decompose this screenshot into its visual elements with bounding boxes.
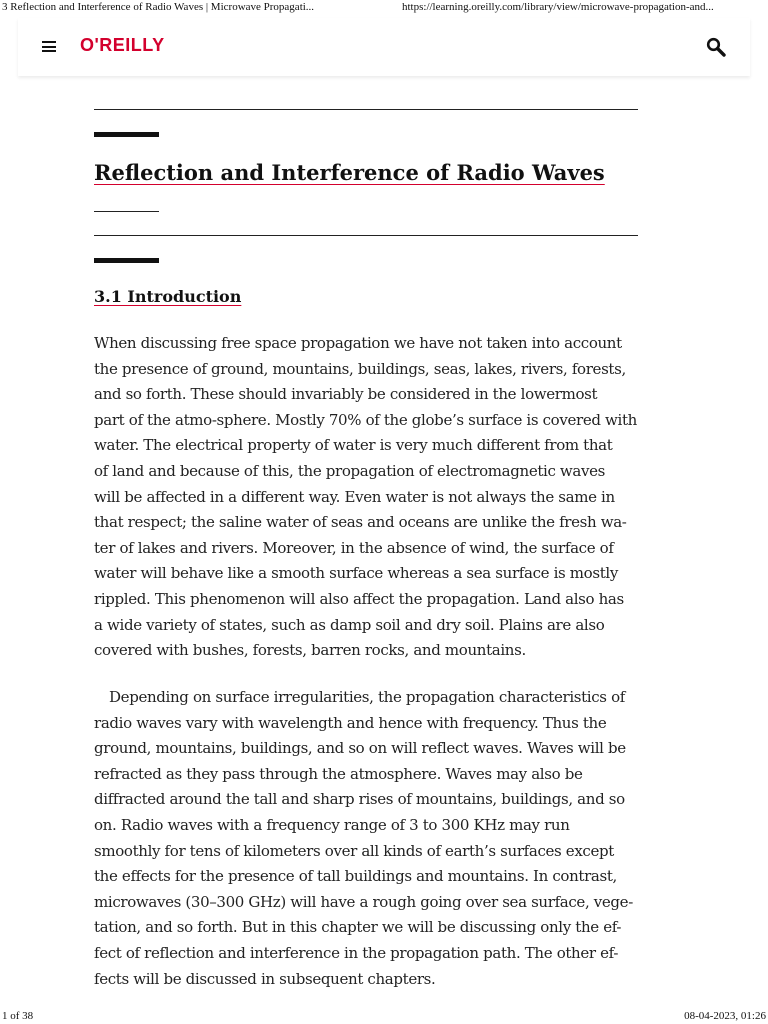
text-line: and so forth. These should invariably be considered in the lowermost [94, 385, 598, 404]
text-line: fects will be discussed in subsequent chapters. [94, 969, 436, 988]
text-line: fect of reflection and interference in the propagation path. The other ef- [94, 943, 619, 962]
text-line: covered with bushes, forests, barren rocks, and mountains. [94, 641, 526, 660]
divider-rule [94, 235, 638, 236]
text-line: a wide variety of states, such as damp soil and dry soil. Plains are also [94, 615, 605, 634]
text-line: When discussing free space propagation we have not taken into account [94, 334, 622, 352]
print-header-title: 3 Reflection and Interference of Radio Waves | Microwave Propagati... [2, 1, 315, 13]
text-line: radio waves vary with wavelength and hence with frequency. Thus the [94, 713, 607, 732]
text-line: Depending on surface irregularities, the propagation characteristics of [109, 688, 625, 706]
text-line: the presence of ground, mountains, buildings, seas, lakes, rivers, forests, [94, 359, 626, 378]
paragraph-introduction-1 [94, 331, 644, 664]
text-line: diffracted around the tall and sharp rises of mountains, buildings, and so [94, 790, 625, 809]
text-line: the effects for the presence of tall buildings and mountains. In contrast, [94, 867, 617, 886]
top-navbar [18, 18, 750, 76]
text-line: on. Radio waves with a frequency range of 3 to 300 KHz may run [94, 815, 570, 834]
text-line: smoothly for tens of kilometers over all kinds of earth’s surfaces except [94, 841, 614, 860]
divider-short-rule [94, 211, 159, 212]
text-line: water will behave like a smooth surface whereas a sea surface is mostly [94, 564, 618, 583]
text-line: tation, and so forth. But in this chapter we will be discussing only the ef- [94, 918, 622, 937]
print-date: 08-04-2023, 01:26 [684, 1010, 766, 1022]
hamburger-menu-icon[interactable] [42, 41, 56, 52]
paragraph-introduction-2 [94, 685, 644, 992]
text-line: refracted as they pass through the atmosphere. Waves may also be [94, 764, 583, 783]
text-line: part of the atmo-sphere. Mostly 70% of the globe’s surface is covered with [94, 410, 637, 429]
text-line: will be affected in a different way. Even water is not always the same in [94, 487, 615, 506]
text-line: water. The electrical property of water is very much different from that [94, 436, 613, 455]
oreilly-logo[interactable]: O'REILLY [80, 35, 165, 55]
text-line: ter of lakes and rivers. Moreover, in the absence of wind, the surface of [94, 538, 614, 557]
divider-rule [94, 109, 638, 110]
text-line: ground, mountains, buildings, and so on will reflect waves. Waves will be [94, 739, 626, 758]
text-line: microwaves (30–300 GHz) will have a rough going over sea surface, vege- [94, 892, 633, 911]
text-line: of land and because of this, the propagation of electromagnetic waves [94, 461, 606, 480]
section-title[interactable]: 3.1 Introduction [94, 287, 242, 306]
divider-thick-bar [94, 258, 159, 263]
search-icon[interactable] [706, 37, 726, 57]
print-footer [0, 1010, 768, 1024]
text-line: rippled. This phenomenon will also affect the propagation. Land also has [94, 589, 624, 608]
print-header-url: https://learning.oreilly.com/library/view/microwave-propagation-and... [402, 1, 714, 13]
divider-thick-bar [94, 132, 159, 137]
page-counter: 1 of 38 [2, 1010, 34, 1022]
chapter-title[interactable]: Reflection and Interference of Radio Waves [94, 160, 605, 185]
print-header [0, 0, 768, 16]
text-line: that respect; the saline water of seas and oceans are unlike the fresh wa- [94, 513, 627, 532]
